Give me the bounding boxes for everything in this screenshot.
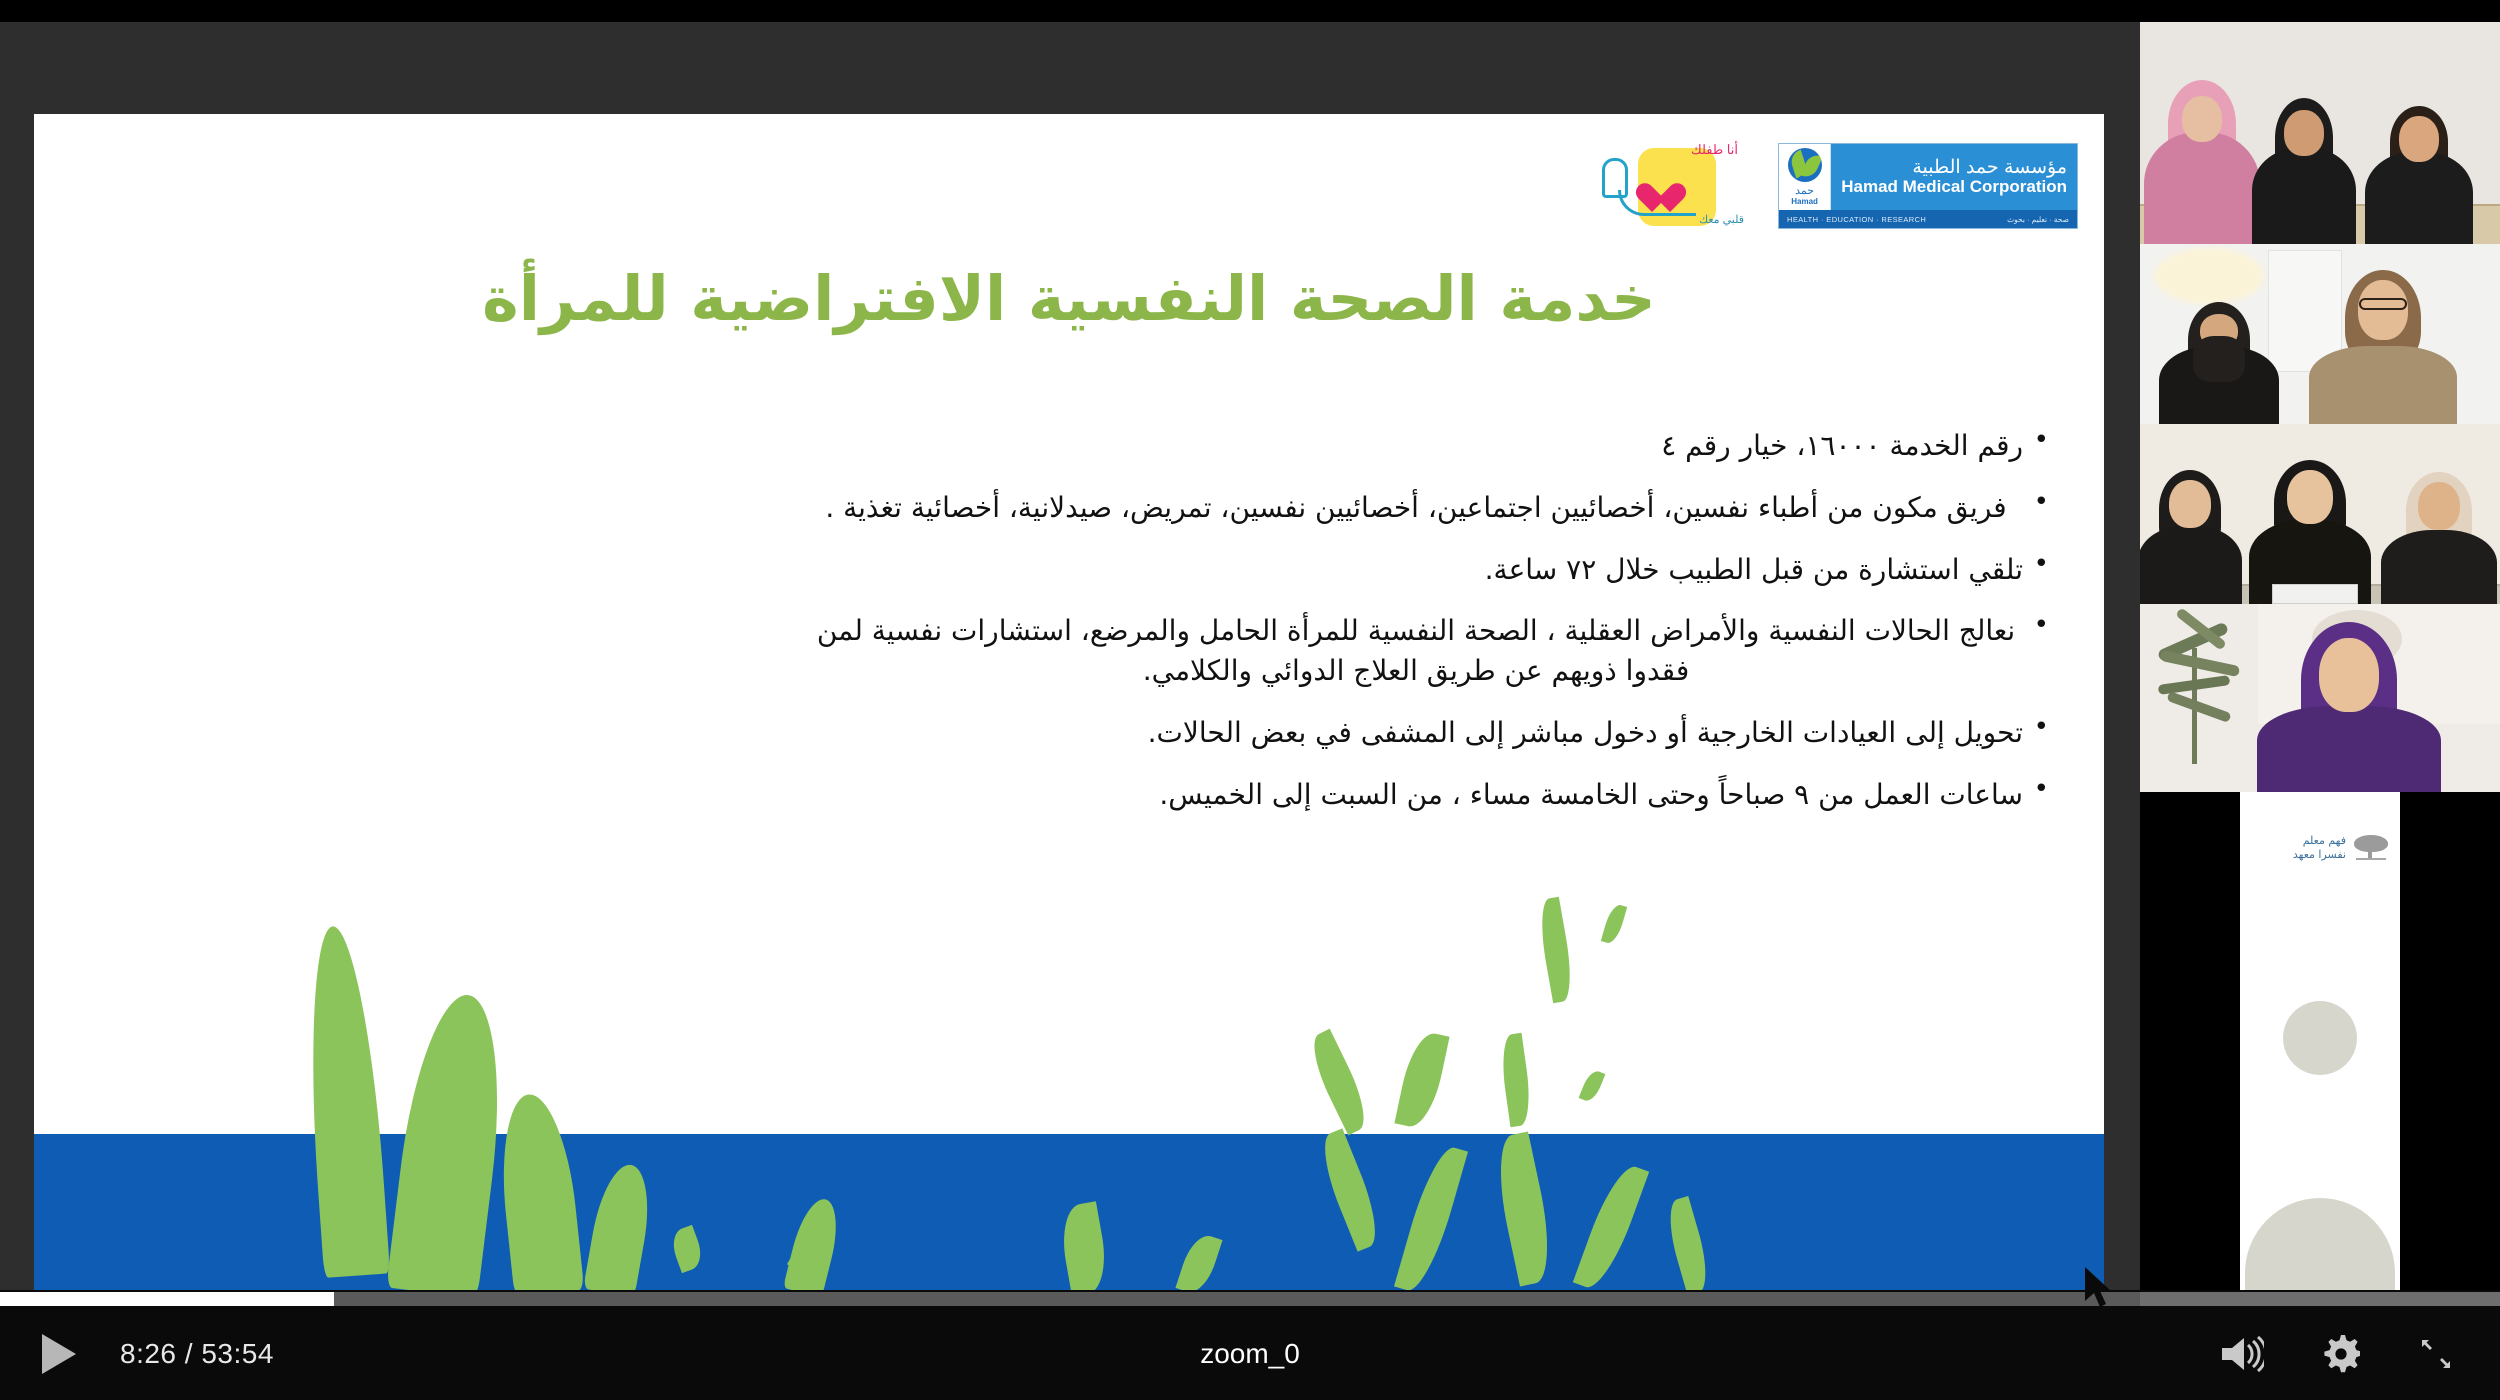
person-figure: [2140, 456, 2240, 604]
child-logo-arabic-bottom: قلبي معك: [1699, 214, 1744, 226]
slide-title: خدمة الصحة النفسية الافتراضية للمرأة: [482, 262, 1656, 335]
tree-icon: [2354, 835, 2388, 861]
hmc-leaf-icon: [1788, 148, 1822, 182]
bullet-dot-icon: •: [2033, 610, 2049, 641]
avatar-logo-line-2: نفسرا معهد: [2292, 847, 2346, 861]
volume-icon: [2220, 1336, 2264, 1372]
control-bar-center: [0, 1308, 2500, 1400]
hmc-logo-text: [1831, 144, 2077, 210]
avatar-shoulders: [2245, 1198, 2395, 1290]
person-face: [2399, 116, 2439, 162]
play-button[interactable]: [42, 1334, 76, 1374]
person-figure: [2256, 622, 2442, 792]
bullet-text: نعالج الحالات النفسية والأمراض العقلية ، الصحة النفسية للمرأة الحامل والمرضع، استشارات نفسية لمن فقدوا ذويهم عن طريق العلاج الدوائي والكلامي.: [816, 614, 2016, 687]
progress-track-secondary[interactable]: [2140, 1292, 2500, 1306]
person-body: [2257, 706, 2441, 792]
bullet-text: تحويل إلى العيادات الخارجية أو دخول مباشر إلى المشفى في بعض الحالات.: [1147, 715, 2023, 749]
person-body: [2365, 152, 2473, 244]
hmc-logo-tagline: [1779, 210, 2077, 228]
person-body: [2144, 132, 2260, 244]
bullet-text: رقم الخدمة ١٦٠٠٠، خيار رقم ٤: [1661, 429, 2023, 462]
slide-bullet-item: [809, 713, 2049, 753]
bullet-dot-icon: •: [2033, 486, 2049, 517]
bullet-dot-icon: •: [2033, 773, 2049, 804]
glasses-icon: [2359, 298, 2407, 310]
presentation-slide: [34, 114, 2104, 1294]
person-figure: [2364, 88, 2474, 244]
potted-plant: [2156, 622, 2252, 764]
participant-tile-1[interactable]: [2140, 22, 2500, 244]
atfaluna-child-logo: [1600, 142, 1752, 230]
bullet-dot-icon: •: [2033, 711, 2049, 742]
person-figure: [2148, 72, 2256, 244]
exit-fullscreen-icon: [2418, 1336, 2454, 1372]
slide-bullet-item: [809, 550, 2049, 590]
hmc-english-name: Hamad Medical Corporation: [1841, 177, 2067, 197]
person-face: [2182, 96, 2222, 142]
leaf-decoration: [1394, 1029, 1449, 1130]
slide-bullet-item: [809, 488, 2049, 528]
tree-ground-line: [2356, 858, 2386, 860]
bullet-text: ساعات العمل من ٩ صباحاً وحتى الخامسة مساء ، من السبت إلى الخميس.: [1159, 777, 2023, 811]
gear-icon: [2322, 1335, 2360, 1373]
person-body: [2252, 148, 2356, 244]
slide-bullet-item: [809, 775, 2049, 815]
leaf-decoration: [1601, 903, 1627, 946]
control-bar-right: [2220, 1308, 2454, 1400]
person-figure: [2380, 456, 2498, 604]
leaf-decoration: [1579, 1068, 1606, 1104]
avatar-logo-text: [2293, 834, 2346, 862]
default-avatar-icon: [2240, 1001, 2400, 1290]
participant-tile-3[interactable]: [2140, 424, 2500, 604]
hmc-logo-mark: [1779, 144, 1831, 210]
bullet-dot-icon: •: [2033, 548, 2049, 579]
person-figure: [2248, 448, 2372, 604]
tile-2-video: [2140, 244, 2500, 424]
exit-fullscreen-button[interactable]: [2418, 1336, 2454, 1372]
participant-filmstrip: [2140, 22, 2500, 1290]
tile-3-video: [2140, 424, 2500, 604]
person-body: [2140, 526, 2242, 604]
hmc-mark-arabic: حمد: [1795, 185, 1815, 197]
person-face: [2358, 280, 2408, 340]
bullet-text: فريق مكون من أطباء نفسين، أخصائيين اجتماعين، أخصائيين نفسين، تمريض، صيدلانية، أخصائية تغذية .: [825, 490, 2007, 524]
laptop-on-desk: [2272, 584, 2358, 604]
person-body: [2309, 346, 2457, 424]
control-bar-left: [0, 1308, 274, 1400]
bullet-dot-icon: •: [2033, 425, 2049, 455]
play-icon: [42, 1334, 76, 1374]
person-face: [2418, 482, 2460, 530]
person-figure: [2164, 294, 2274, 424]
leaf-decoration: [1535, 897, 1577, 1004]
person-face: [2287, 470, 2333, 524]
hmc-arabic-name: مؤسسة حمد الطبية: [1912, 157, 2067, 179]
person-figure: [2252, 84, 2356, 244]
avatar-card-logo: [2254, 834, 2388, 862]
face-veil: [2193, 336, 2245, 382]
tile-1-video: [2140, 22, 2500, 244]
person-face: [2319, 638, 2379, 712]
avatar-logo-line-1: فهم معلم: [2302, 834, 2346, 847]
shared-screen-stage: [0, 22, 2140, 1290]
volume-button[interactable]: [2220, 1336, 2264, 1372]
tile-4-video: [2140, 604, 2500, 792]
person-figure: [2308, 266, 2458, 424]
progress-fill: [0, 1292, 334, 1306]
avatar-head: [2283, 1001, 2357, 1075]
slide-bullet-item: [809, 611, 2049, 691]
participant-tile-5[interactable]: [2140, 792, 2500, 1290]
leaf-decoration: [1498, 1033, 1535, 1127]
leaf-decoration: [1303, 1029, 1376, 1136]
person-face: [2169, 480, 2211, 528]
bullet-text: تلقي استشارة من قبل الطبيب خلال ٧٢ ساعة.: [1484, 552, 2023, 586]
slide-bullet-list: [809, 426, 2049, 836]
child-logo-arabic-top: أنا طفلك: [1691, 142, 1738, 157]
settings-button[interactable]: [2322, 1335, 2360, 1373]
person-body: [2381, 530, 2497, 604]
participant-tile-2[interactable]: [2140, 244, 2500, 424]
hamad-medical-corporation-logo: [1778, 143, 2078, 229]
progress-bar[interactable]: [0, 1290, 2500, 1308]
hmc-logo-main: [1779, 144, 2077, 210]
stethoscope-line: [1618, 190, 1696, 216]
video-title: zoom_0: [1200, 1338, 1300, 1369]
time-display: 8:26 / 53:54: [120, 1338, 274, 1369]
hmc-tagline-english: HEALTH · EDUCATION · RESEARCH: [1787, 214, 1927, 224]
avatar-card: [2240, 792, 2400, 1290]
hmc-mark-english: Hamad: [1791, 197, 1818, 206]
player-control-bar: [0, 1290, 2500, 1400]
person-face: [2284, 110, 2324, 156]
hmc-tagline-arabic: صحة · تعليم · بحوث: [2007, 214, 2069, 224]
participant-tile-4[interactable]: [2140, 604, 2500, 792]
slide-bullet-item: [809, 426, 2049, 466]
slide-logos: [1600, 142, 2078, 230]
